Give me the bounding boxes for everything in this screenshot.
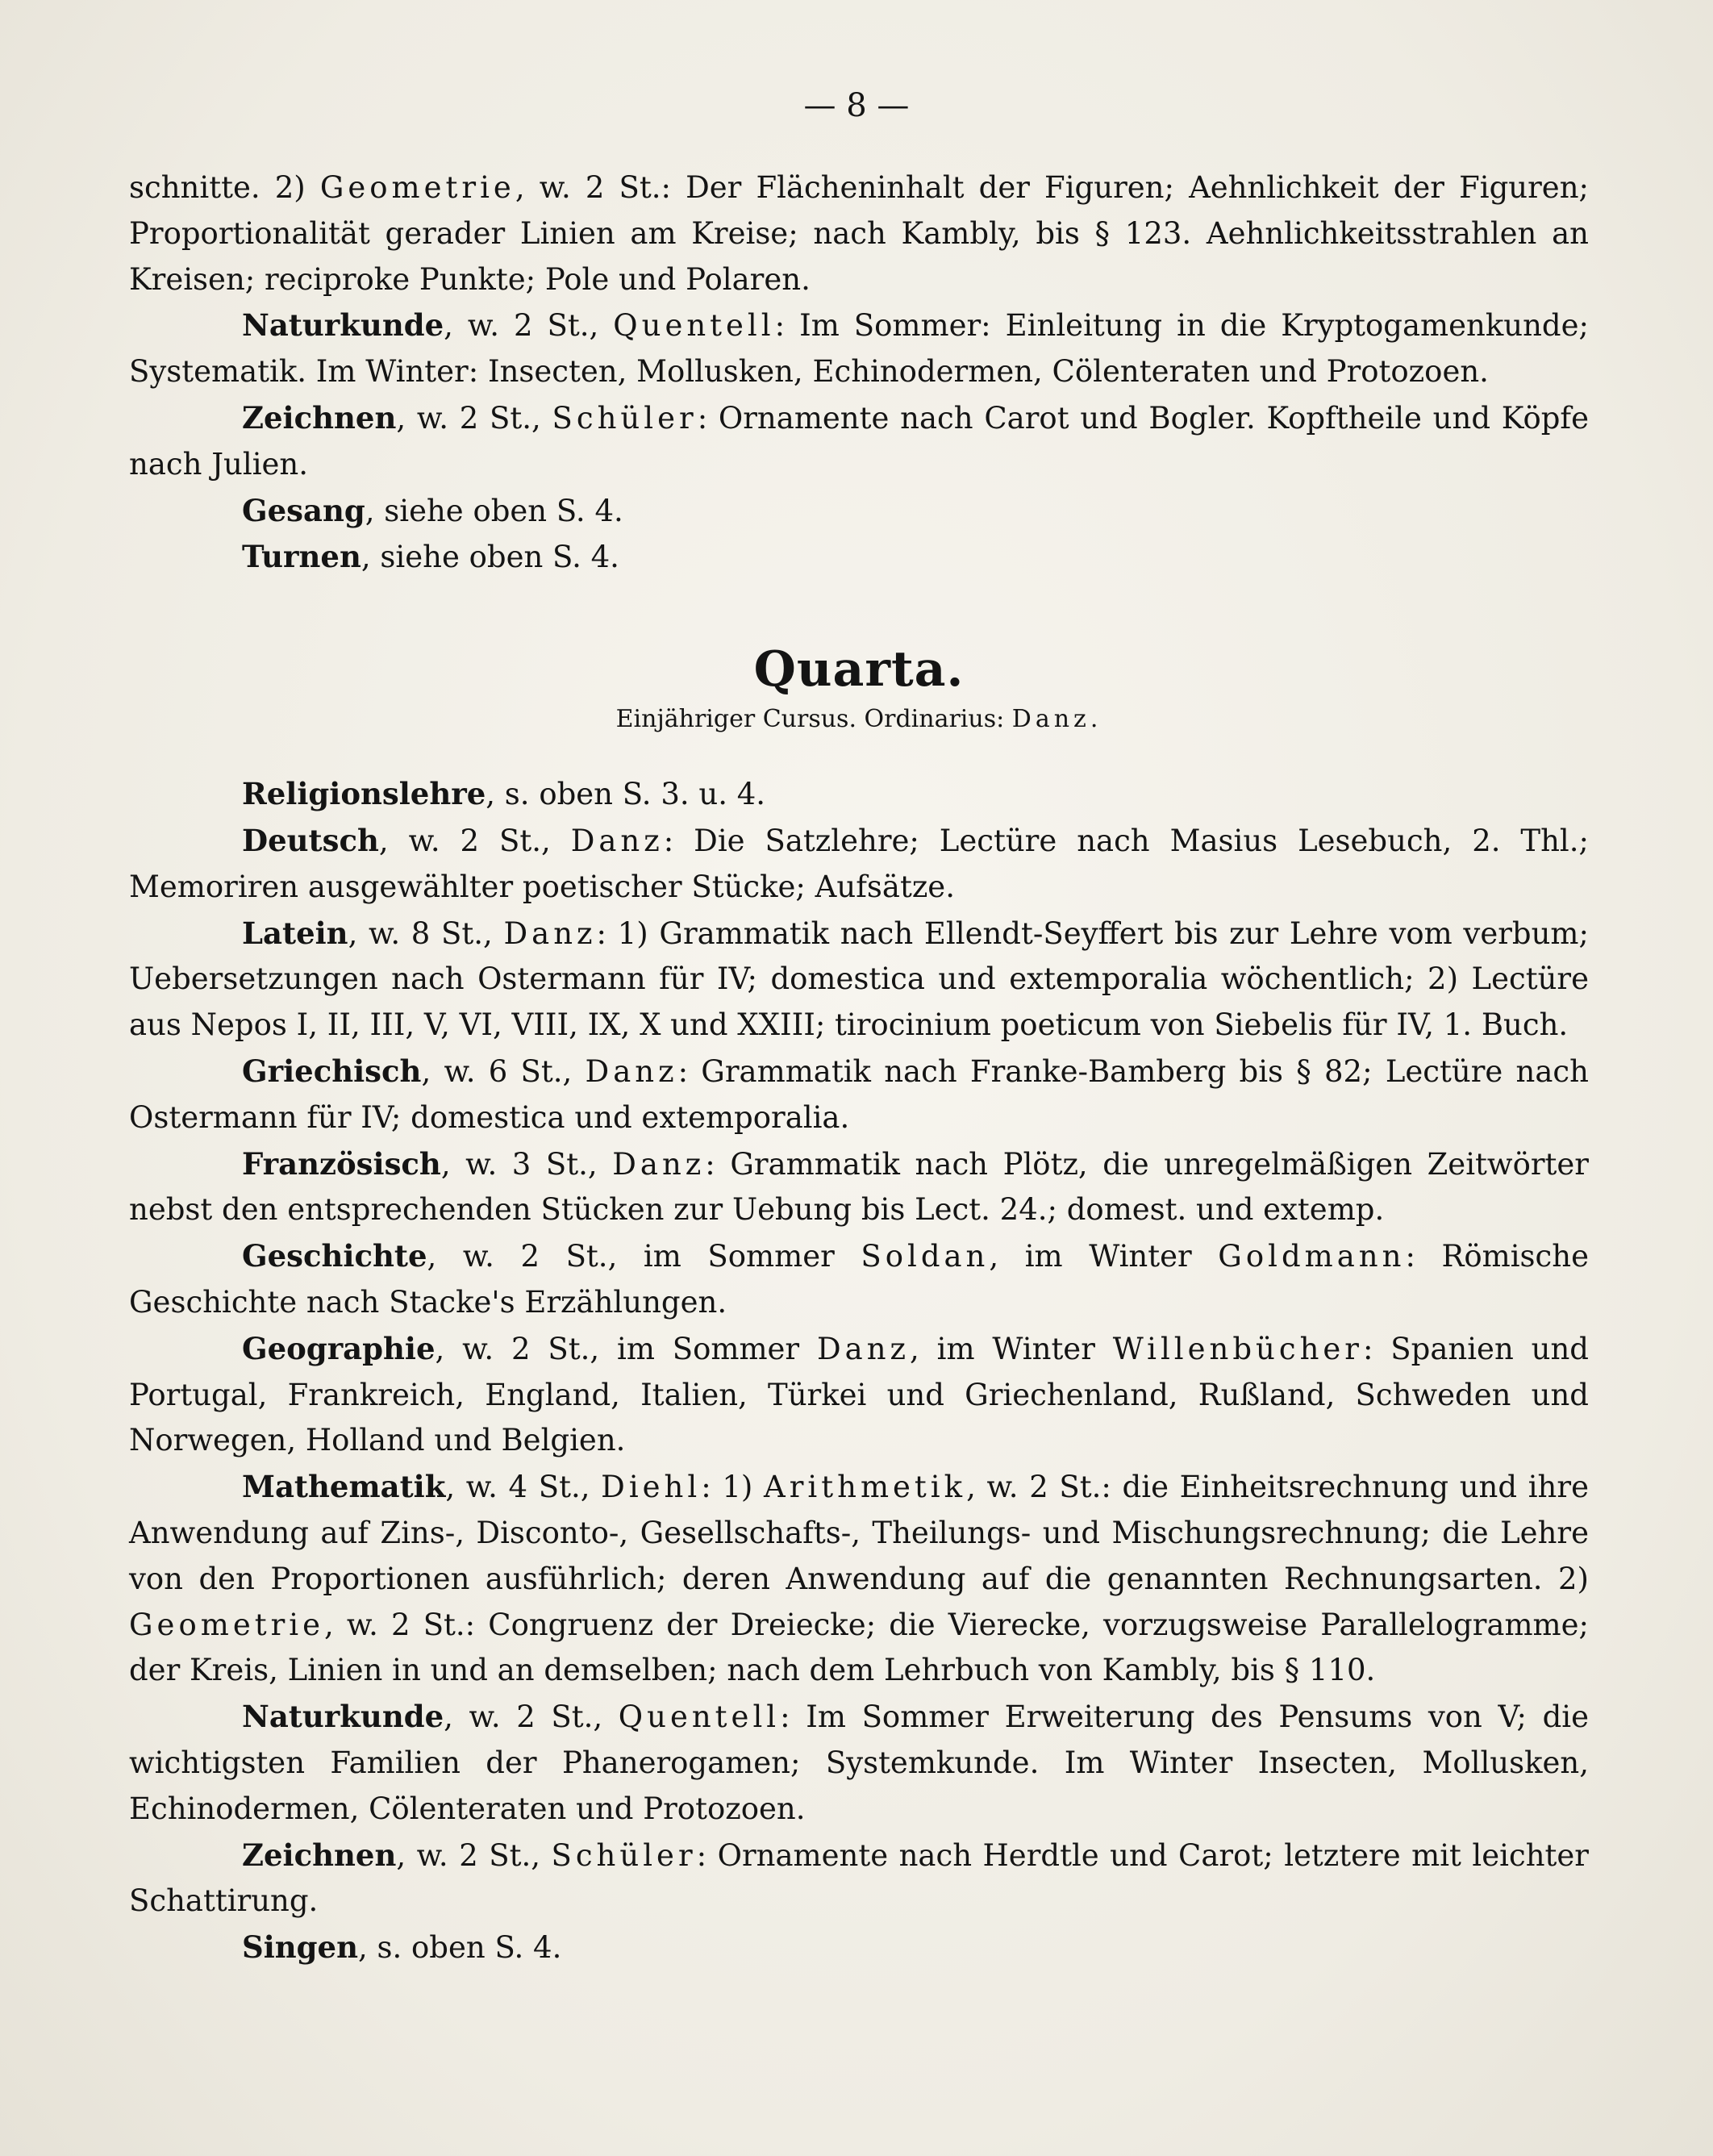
section-title: Quarta. [753,641,965,699]
geschichte-text: : Römische Geschichte nach Stacke's Erzählungen. [129,1239,1589,1320]
section-subtitle-text: Einjähriger Cursus. Ordinarius: [615,705,1012,734]
naturkunde-text: : Im Sommer Erweiterung des Pensums von V; die wichtigsten Familien der Phanerogamen; Systemkunde. Im Winter Insecten, Mollusken, Echinodermen, Cölenteraten und Protozoen. [129,1699,1589,1826]
page-content [129,165,1589,1971]
naturkunde-top-paragraph [129,302,1589,395]
gesang-subject: Gesang [242,492,365,528]
section-subtitle [129,702,1589,737]
mathematik-subject: Mathematik [242,1469,446,1505]
latein-meta: , w. 8 St., [348,915,504,951]
griechisch-teacher: Danz [585,1053,678,1089]
franzoesisch-subject: Französisch [242,1145,441,1182]
zeichnen-text: : Ornamente nach Herdtle und Carot; letztere mit leichter Schattirung. [129,1837,1589,1919]
zeichnen-subject: Zeichnen [242,1837,397,1873]
religion-text: , s. oben S. 3. u. 4. [486,777,766,812]
turnen-paragraph [129,534,1589,581]
singen-text: , s. oben S. 4. [358,1930,562,1966]
section-heading [129,637,1589,737]
geschichte-teacher-summer: Soldan [861,1239,990,1274]
latein-paragraph [129,911,1589,1049]
arithmetik-term: Arithmetik [764,1470,967,1505]
latein-teacher: Danz [503,915,597,951]
geographie-meta: , w. 2 St., im Sommer [435,1331,817,1366]
naturkunde-teacher: Quentell [618,1699,781,1735]
naturkunde-top-teacher: Quentell [613,308,775,344]
franzoesisch-paragraph [129,1141,1589,1234]
deutsch-subject: Deutsch [242,822,379,858]
geographie-teacher-summer: Danz [816,1331,911,1366]
geometrie-text: , w. 2 St.: Der Flächeninhalt der Figuren; Aehnlichkeit der Figuren; Proportionalität gerader Linien am Kreise; nach Kambly, bis § 123. Aehnlichkeitsstrahlen an Kreisen; reciproke Punkte; Pole und Polaren. [129,170,1589,297]
griechisch-text: : Grammatik nach Franke-Bamberg bis § 82; Lectüre nach Ostermann für IV; domestica und extemporalia. [129,1053,1589,1135]
geographie-paragraph [129,1326,1589,1464]
geometrie-term: Geometrie [319,170,515,205]
ordinarius-name: Danz. [1011,705,1102,734]
zeichnen-top-teacher: Schüler [552,400,698,436]
geographie-mid: , im Winter [910,1331,1113,1366]
geometrie-text-quarta: , w. 2 St.: Congruenz der Dreiecke; die Vierecke, vorzugsweise Parallelogramme; der Kreis, Linien in und an demselben; nach dem Lehrbuch von Kambly, bis § 110. [129,1607,1589,1688]
zeichnen-top-text: : Ornamente nach Carot und Bogler. Kopftheile und Köpfe nach Julien. [129,400,1589,482]
turnen-text: , siehe oben S. 4. [361,540,619,575]
page-number: — 8 — [803,87,910,124]
griechisch-meta: , w. 6 St., [421,1053,586,1089]
turnen-subject: Turnen [242,539,361,575]
deutsch-meta: , w. 2 St., [378,823,571,858]
singen-subject: Singen [242,1929,358,1966]
naturkunde-meta: , w. 2 St., [444,1699,619,1735]
latein-subject: Latein [242,915,348,951]
geographie-subject: Geographie [242,1330,436,1366]
deutsch-text: : Die Satzlehre; Lectüre nach Masius Lesebuch, 2. Thl.; Memoriren ausgewählter poetischer Stücke; Aufsätze. [129,823,1589,904]
zeichnen-top-meta: , w. 2 St., [396,400,552,436]
mathematik-paragraph [129,1464,1589,1694]
franzoesisch-text: : Grammatik nach Plötz, die unregelmäßigen Zeitwörter nebst den entsprechenden Stücken zur Uebung bis Lect. 24.; domest. und extemp. [129,1146,1589,1228]
mathematik-pre: : 1) [701,1470,765,1505]
mathematik-teacher: Diehl [601,1470,702,1505]
gesang-text: , siehe oben S. 4. [365,493,623,528]
religion-subject: Religionslehre [242,776,486,812]
zeichnen-top-subject: Zeichnen [242,399,397,436]
deutsch-teacher: Danz [570,823,664,858]
geometrie-paragraph [129,165,1589,302]
religion-paragraph [129,771,1589,818]
latein-text: : 1) Grammatik nach Ellendt-Seyffert bis zur Lehre vom verbum; Uebersetzungen nach Ostermann für IV; domestica und extemporalia wöchentlich; 2) Lectüre aus Nepos I, II, III, V, VI, VIII, IX, X und XXIII; tirocinium poeticum von Siebelis für IV, 1. Buch. [129,915,1589,1043]
geographie-text: : Spanien und Portugal, Frankreich, England, Italien, Türkei und Griechenland, Rußland, Schweden und Norwegen, Holland und Belgien. [129,1331,1589,1458]
geschichte-meta: , w. 2 St., im Sommer [427,1239,861,1274]
naturkunde-top-meta: , w. 2 St., [444,308,614,344]
zeichnen-paragraph [129,1833,1589,1925]
mathematik-meta: , w. 4 St., [445,1470,602,1505]
geometrie-pre: schnitte. 2) [129,170,320,205]
geschichte-teacher-winter: Goldmann [1218,1239,1406,1274]
geschichte-paragraph [129,1233,1589,1326]
geschichte-mid: , im Winter [989,1239,1219,1274]
griechisch-paragraph [129,1049,1589,1141]
zeichnen-top-paragraph [129,395,1589,488]
geometrie-term-quarta: Geometrie [129,1607,324,1642]
deutsch-paragraph [129,818,1589,911]
geographie-teacher-winter: Willenbücher [1112,1331,1363,1366]
franzoesisch-teacher: Danz [612,1146,706,1182]
griechisch-subject: Griechisch [242,1053,422,1089]
naturkunde-paragraph [129,1694,1589,1832]
zeichnen-meta: , w. 2 St., [396,1837,552,1873]
gesang-paragraph [129,488,1589,535]
singen-paragraph [129,1925,1589,1971]
geschichte-subject: Geschichte [242,1238,427,1274]
zeichnen-teacher: Schüler [551,1837,697,1873]
arithmetik-text: , w. 2 St.: die Einheitsrechnung und ihre Anwendung auf Zins-, Disconto-, Gesellschafts-, Theilungs- und Mischungsrechnung; die Lehre von den Proportionen ausführlich; deren Anwendung auf die genannten Rechnungsarten. 2) [129,1470,1589,1596]
naturkunde-subject: Naturkunde [242,1699,444,1735]
naturkunde-top-text: : Im Sommer: Einleitung in die Kryptogamenkunde; Systematik. Im Winter: Insecten, Mollusken, Echinodermen, Cölenteraten und Protozoen. [129,308,1589,390]
naturkunde-top-subject: Naturkunde [242,307,444,344]
franzoesisch-meta: , w. 3 St., [440,1146,613,1182]
